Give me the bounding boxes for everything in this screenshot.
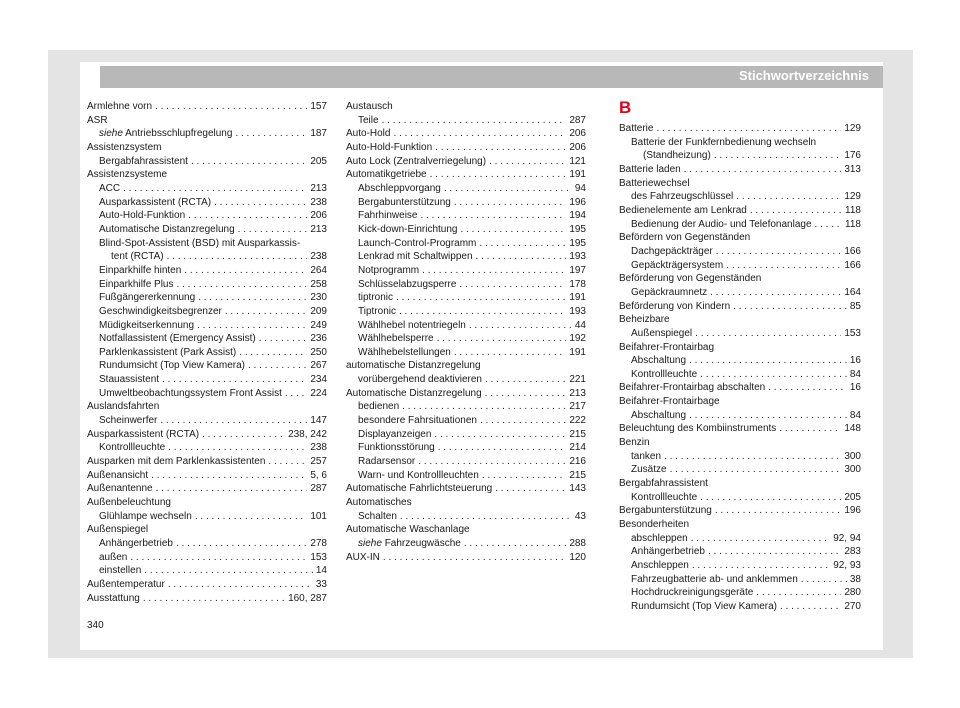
index-entry: Automatische Distanzregelung . . . 213 [346, 387, 586, 401]
index-entry: Auto-Hold-Funktion . . . 206 [346, 141, 586, 155]
index-entry: Beleuchtung des Kombiinstruments . . . 148 [619, 422, 861, 436]
index-entry: Außentemperatur . . . 33 [87, 578, 327, 592]
index-entry: ASR [87, 114, 108, 126]
index-entry: Blind-Spot-Assistent (BSD) mit Ausparkassis- [99, 237, 301, 249]
section-letter: B [619, 98, 632, 117]
index-entry: Tiptronic . . . 193 [346, 305, 586, 319]
index-entry: Automatische Distanzregelung . . . 213 [87, 223, 327, 237]
index-entry: abschleppen . . . 92, 94 [619, 532, 861, 546]
index-entry: Notprogramm . . . 197 [346, 264, 586, 278]
index-entry: Auto-Hold-Funktion . . . 206 [87, 209, 327, 223]
index-entry: Bedienelemente am Lenkrad . . . 118 [619, 204, 861, 218]
index-entry: Gepäckträgersystem . . . 166 [619, 259, 861, 273]
index-entry: Beförderung von Kindern . . . 85 [619, 300, 861, 314]
index-entry: außen . . . 153 [87, 551, 327, 565]
index-entry: Abschaltung . . . 84 [619, 409, 861, 423]
index-entry: Abschaltung . . . 16 [619, 354, 861, 368]
index-entry: Warn- und Kontrollleuchten . . . 215 [346, 469, 586, 483]
index-entry: Ausparken mit dem Parklenkassistenten . . . 257 [87, 455, 327, 469]
index-entry: vorübergehend deaktivieren . . . 221 [346, 373, 586, 387]
index-entry: Gepäckraumnetz . . . 164 [619, 286, 861, 300]
index-column-3 [619, 100, 861, 614]
index-entry: Benzin [619, 437, 650, 449]
index-entry: Außenansicht . . . 5, 6 [87, 469, 327, 483]
index-entry: Außenspiegel [87, 524, 149, 536]
index-entry: Auslandsfahrten [87, 401, 160, 413]
index-entry: Assistenzsysteme [87, 169, 168, 181]
index-entry: Ausstattung . . . 160, 287 [87, 592, 327, 606]
index-entry: Abschleppvorgang . . . 94 [346, 182, 586, 196]
index-entry: Anhängerbetrieb . . . 278 [87, 537, 327, 551]
index-entry: Fahrzeugbatterie ab- und anklemmen . . . 38 [619, 573, 861, 587]
index-entry: des Fahrzeugschlüssel . . . 129 [619, 190, 861, 204]
index-entry: Rundumsicht (Top View Kamera) . . . 270 [619, 600, 861, 614]
index-entry: Launch-Control-Programm . . . 195 [346, 237, 586, 251]
index-entry: Außenbeleuchtung [87, 497, 171, 509]
index-entry: besondere Fahrsituationen . . . 222 [346, 414, 586, 428]
index-entry: einstellen . . . 14 [87, 564, 327, 578]
index-entry: Kick-down-Einrichtung . . . 195 [346, 223, 586, 237]
index-entry: Batteriewechsel [619, 177, 690, 189]
index-entry: Batterie laden . . . 313 [619, 163, 861, 177]
index-entry: Umweltbeobachtungssystem Front Assist . . . 224 [87, 387, 327, 401]
index-entry: (Standheizung) . . . 176 [619, 149, 861, 163]
index-entry: tiptronic . . . 191 [346, 291, 586, 305]
index-entry: automatische Distanzregelung [346, 360, 481, 372]
index-entry: Radarsensor . . . 216 [346, 455, 586, 469]
index-entry: Bergabfahrassistent . . . 205 [87, 155, 327, 169]
index-entry: Automatische Waschanlage [346, 524, 470, 536]
index-entry: ACC . . . 213 [87, 182, 327, 196]
page-number: 340 [87, 620, 104, 631]
header-bar [100, 66, 883, 88]
index-entry: Rundumsicht (Top View Kamera) . . . 267 [87, 359, 327, 373]
index-entry: Beifahrer-Frontairbag [619, 341, 715, 353]
index-entry: Funktionsstörung . . . 214 [346, 441, 586, 455]
index-entry: Einparkhilfe Plus . . . 258 [87, 278, 327, 292]
index-entry: Armlehne vorn . . . 157 [87, 100, 327, 114]
index-entry: Bergabfahrassistent [619, 478, 708, 490]
index-entry: Lenkrad mit Schaltwippen . . . 193 [346, 250, 586, 264]
index-entry: Besonderheiten [619, 519, 690, 531]
index-entry: siehe Fahrzeugwäsche . . . 288 [346, 537, 586, 551]
index-entry: Bergabunterstützung . . . 196 [346, 196, 586, 210]
index-entry: Kontrollleuchte . . . 84 [619, 368, 861, 382]
index-entry: AUX-IN . . . 120 [346, 551, 586, 565]
index-entry: Automatikgetriebe . . . 191 [346, 168, 586, 182]
index-entry: Bedienung der Audio- und Telefonanlage . . . 118 [619, 218, 861, 232]
index-entry: Notfallassistent (Emergency Assist) . . . 236 [87, 332, 327, 346]
index-entry: Assistenzsystem [87, 141, 162, 153]
index-entry: Müdigkeitserkennung . . . 249 [87, 319, 327, 333]
index-entry: Ausparkassistent (RCTA) . . . 238 [87, 196, 327, 210]
index-entry: Anschleppen . . . 92, 93 [619, 559, 861, 573]
page-title: Stichwortverzeichnis [738, 68, 869, 83]
index-entry: Wählhebelsperre . . . 192 [346, 332, 586, 346]
index-entry: Beförderung von Gegenständen [619, 273, 762, 285]
index-entry: tent (RCTA) . . . 238 [87, 250, 327, 264]
index-entry: Wählhebelstellungen . . . 191 [346, 346, 586, 360]
index-entry: Anhängerbetrieb . . . 283 [619, 545, 861, 559]
index-entry: Displayanzeigen . . . 215 [346, 428, 586, 442]
index-entry: tanken . . . 300 [619, 450, 861, 464]
index-entry: Fußgängererkennung . . . 230 [87, 291, 327, 305]
index-entry: Batterie der Funkfernbedienung wechseln [631, 136, 817, 148]
index-entry: Hochdruckreinigungsgeräte . . . 280 [619, 586, 861, 600]
index-entry: Glühlampe wechseln . . . 101 [87, 510, 327, 524]
index-entry: Auto-Hold . . . 206 [346, 127, 586, 141]
index-entry: Austausch [346, 101, 393, 112]
index-entry: Fahrhinweise . . . 194 [346, 209, 586, 223]
index-entry: Außenspiegel . . . 153 [619, 327, 861, 341]
index-entry: Beheizbare [619, 314, 670, 326]
index-entry: Kontrollleuchte . . . 238 [87, 441, 327, 455]
index-entry: siehe Antriebsschlupfregelung . . . 187 [87, 127, 327, 141]
index-entry: Schlüsselabzugsperre . . . 178 [346, 278, 586, 292]
index-entry: Einparkhilfe hinten . . . 264 [87, 264, 327, 278]
index-entry: Automatische Fahrlichtsteuerung . . . 143 [346, 482, 586, 496]
index-entry: Wählhebel notentriegeln . . . 44 [346, 319, 586, 333]
index-entry: Befördern von Gegenständen [619, 232, 751, 244]
index-entry: Geschwindigkeitsbegrenzer . . . 209 [87, 305, 327, 319]
index-entry: Beifahrer-Frontairbage [619, 396, 720, 408]
index-column-1 [87, 100, 327, 605]
index-column-2 [346, 100, 586, 564]
index-entry: bedienen . . . 217 [346, 400, 586, 414]
index-entry: Stauassistent . . . 234 [87, 373, 327, 387]
index-entry: Bergabunterstützung . . . 196 [619, 504, 861, 518]
index-entry: Batterie . . . 129 [619, 122, 861, 136]
index-entry: Dachgepäckträger . . . 166 [619, 245, 861, 259]
index-entry: Auto Lock (Zentralverriegelung) . . . 121 [346, 155, 586, 169]
index-entry: Scheinwerfer . . . 147 [87, 414, 327, 428]
index-entry: Kontrollleuchte . . . 205 [619, 491, 861, 505]
index-entry: Parklenkassistent (Park Assist) . . . 250 [87, 346, 327, 360]
index-entry: Ausparkassistent (RCTA) . . . 238, 242 [87, 428, 327, 442]
index-entry: Teile . . . 287 [346, 114, 586, 128]
index-entry: Zusätze . . . 300 [619, 463, 861, 477]
index-entry: Automatisches [346, 497, 412, 509]
index-entry: Außenantenne . . . 287 [87, 482, 327, 496]
index-entry: Beifahrer-Frontairbag abschalten . . . 16 [619, 381, 861, 395]
index-entry: Schalten . . . 43 [346, 510, 586, 524]
